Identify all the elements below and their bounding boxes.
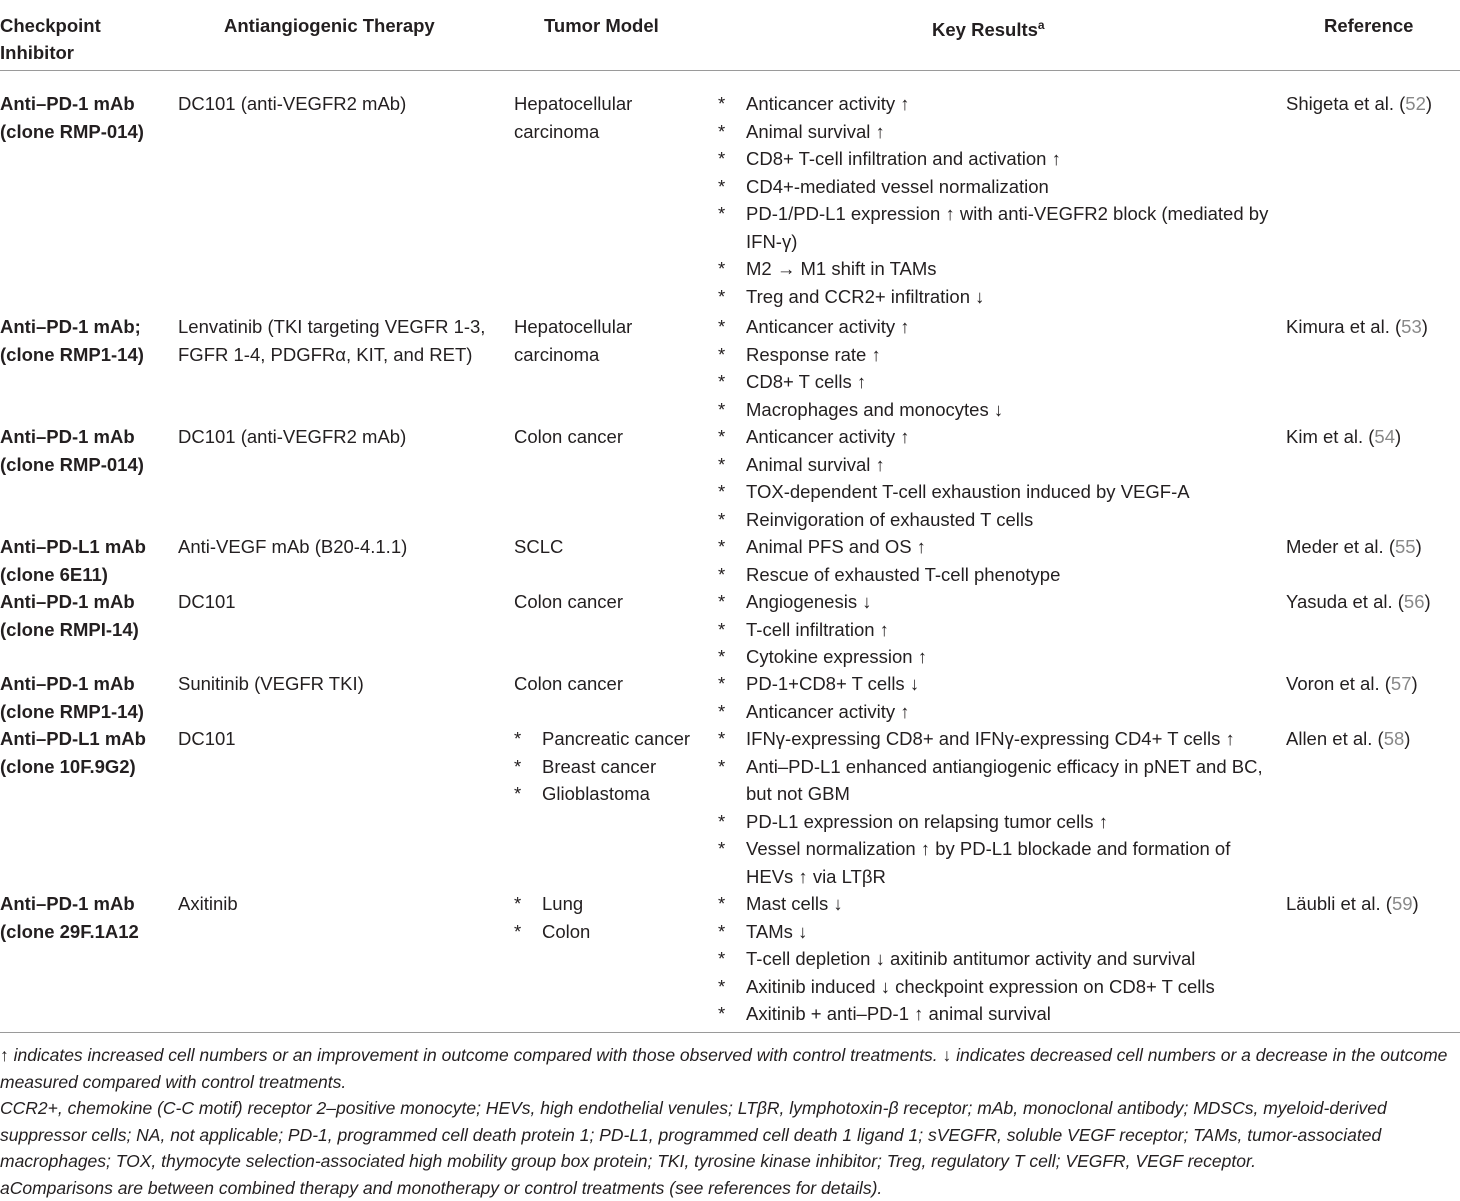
inhibitor-line: Anti–PD-1 mAb [0, 588, 170, 616]
tumor-model-item: Colon cancer [514, 670, 714, 698]
tumor-model-item: Hepatocellular [514, 313, 714, 341]
reference-cell [1286, 313, 1460, 341]
header-reference: Reference [1324, 12, 1413, 39]
key-result-item: * CD8+ T cells ↑ [718, 368, 1278, 396]
key-result-item: * PD-1+CD8+ T cells ↓ [718, 670, 1278, 698]
reference-author: Shigeta et al. ( [1286, 93, 1405, 114]
table-row [0, 588, 1460, 670]
key-result-item: * M2 → M1 shift in TAMs [718, 255, 1278, 283]
reference-close: ) [1416, 536, 1422, 557]
tumor-model-cell [514, 890, 714, 945]
key-results-cell [718, 725, 1278, 890]
key-result-item: * PD-L1 expression on relapsing tumor cells ↑ [718, 808, 1278, 836]
therapy-line: Lenvatinib (TKI targeting VEGFR 1-3, [178, 313, 508, 341]
reference-link[interactable]: 59 [1392, 893, 1413, 914]
key-results-cell [718, 670, 1278, 725]
tumor-model-cell [514, 313, 714, 368]
inhibitor-line: (clone RMP1-14) [0, 341, 170, 369]
table-row [0, 890, 1460, 1030]
reference-close: ) [1395, 426, 1401, 447]
reference-author: Läubli et al. ( [1286, 893, 1392, 914]
reference-close: ) [1425, 591, 1431, 612]
table-row [0, 90, 1460, 313]
key-result-item: * Anticancer activity ↑ [718, 423, 1278, 451]
footnote-a: aComparisons are between combined therapy and monotherapy or control treatments (see references for details). [0, 1175, 1460, 1201]
inhibitor-line: (clone RMP1-14) [0, 698, 170, 726]
header-tumor-model: Tumor Model [544, 12, 659, 39]
therapy-line: DC101 [178, 725, 508, 753]
tumor-model-item: * Glioblastoma [514, 780, 714, 808]
reference-close: ) [1426, 93, 1432, 114]
key-results-cell [718, 533, 1278, 588]
therapy-line: Axitinib [178, 890, 508, 918]
table-row [0, 313, 1460, 423]
reference-cell [1286, 890, 1460, 918]
reference-author: Voron et al. ( [1286, 673, 1391, 694]
table-header [0, 0, 1460, 71]
reference-cell [1286, 533, 1460, 561]
inhibitor-line: Anti–PD-1 mAb [0, 890, 170, 918]
inhibitor-line: Anti–PD-1 mAb [0, 423, 170, 451]
reference-close: ) [1404, 728, 1410, 749]
key-result-item: * Animal survival ↑ [718, 118, 1278, 146]
tumor-model-item: * Breast cancer [514, 753, 714, 781]
tumor-model-item: * Lung [514, 890, 714, 918]
footnote-abbreviations: CCR2+, chemokine (C-C motif) receptor 2–positive monocyte; HEVs, high endothelial venules; LTβR, lymphotoxin-β receptor; mAb, monoclonal antibody; MDSCs, myeloid-derived suppressor cells; NA, not applicable; PD-1, programmed cell death protein 1; PD-L1, programmed cell death 1 ligand 1; sVEGFR, soluble VEGF receptor; TAMs, tumor-associated macrophages; TOX, thymocyte selection-associated high mobility group box protein; TKI, tyrosine kinase inhibitor; Treg, regulatory T cell; VEGFR, VEGF receptor. [0, 1095, 1460, 1175]
key-result-item: * Animal PFS and OS ↑ [718, 533, 1278, 561]
key-result-item: * TOX-dependent T-cell exhaustion induced by VEGF-A [718, 478, 1278, 506]
reference-author: Kimura et al. ( [1286, 316, 1401, 337]
reference-link[interactable]: 52 [1405, 93, 1426, 114]
checkpoint-inhibitor-cell [0, 670, 170, 725]
therapy-line: Sunitinib (VEGFR TKI) [178, 670, 508, 698]
tumor-model-item: carcinoma [514, 118, 714, 146]
key-result-item: * Axitinib + anti–PD-1 ↑ animal survival [718, 1000, 1278, 1028]
tumor-model-item: Colon cancer [514, 588, 714, 616]
checkpoint-inhibitor-cell [0, 890, 170, 945]
key-result-item: * Anticancer activity ↑ [718, 313, 1278, 341]
tumor-model-item: * Pancreatic cancer [514, 725, 714, 753]
header-antiangiogenic-therapy: Antiangiogenic Therapy [224, 12, 435, 39]
antiangiogenic-therapy-cell [178, 90, 508, 118]
tumor-model-item: Hepatocellular [514, 90, 714, 118]
key-result-item: * TAMs ↓ [718, 918, 1278, 946]
therapy-line: DC101 [178, 588, 508, 616]
reference-author: Allen et al. ( [1286, 728, 1384, 749]
inhibitor-line: (clone 10F.9G2) [0, 753, 170, 781]
tumor-model-cell [514, 533, 714, 561]
inhibitor-line: Anti–PD-1 mAb; [0, 313, 170, 341]
reference-link[interactable]: 54 [1374, 426, 1395, 447]
inhibitor-line: (clone RMP-014) [0, 451, 170, 479]
inhibitor-line: Anti–PD-1 mAb [0, 90, 170, 118]
tumor-model-cell [514, 725, 714, 808]
inhibitor-line: (clone RMP-014) [0, 118, 170, 146]
reference-close: ) [1411, 673, 1417, 694]
checkpoint-inhibitor-cell [0, 588, 170, 643]
antiangiogenic-therapy-cell [178, 533, 508, 561]
inhibitor-line: Anti–PD-1 mAb [0, 670, 170, 698]
key-result-item: * Axitinib induced ↓ checkpoint expression on CD8+ T cells [718, 973, 1278, 1001]
antiangiogenic-therapy-cell [178, 725, 508, 753]
reference-link[interactable]: 53 [1401, 316, 1422, 337]
reference-cell [1286, 423, 1460, 451]
reference-link[interactable]: 57 [1391, 673, 1412, 694]
reference-close: ) [1422, 316, 1428, 337]
key-result-item: * IFNγ-expressing CD8+ and IFNγ-expressing CD4+ T cells ↑ [718, 725, 1278, 753]
key-result-item: * Response rate ↑ [718, 341, 1278, 369]
key-result-item: * Anticancer activity ↑ [718, 698, 1278, 726]
inhibitor-line: Anti–PD-L1 mAb [0, 725, 170, 753]
inhibitor-line: (clone 6E11) [0, 561, 170, 589]
key-result-item: * T-cell depletion ↓ axitinib antitumor activity and survival [718, 945, 1278, 973]
key-result-item: * Animal survival ↑ [718, 451, 1278, 479]
reference-cell [1286, 725, 1460, 753]
inhibitor-line: (clone 29F.1A12 [0, 918, 170, 946]
checkpoint-inhibitor-cell [0, 313, 170, 368]
key-result-item: * Anti–PD-L1 enhanced antiangiogenic efficacy in pNET and BC, but not GBM [718, 753, 1278, 808]
therapy-line: DC101 (anti-VEGFR2 mAb) [178, 423, 508, 451]
table-row [0, 725, 1460, 890]
footnote-arrows: ↑ indicates increased cell numbers or an improvement in outcome compared with those observed with control treatments. ↓ indicates decreased cell numbers or a decrease in the outcome measured compared with control treatments. [0, 1042, 1460, 1095]
key-result-item: * Treg and CCR2+ infiltration ↓ [718, 283, 1278, 311]
checkpoint-inhibitor-cell [0, 533, 170, 588]
key-result-item: * Mast cells ↓ [718, 890, 1278, 918]
tumor-model-cell [514, 670, 714, 698]
table-row [0, 670, 1460, 725]
key-result-item: * T-cell infiltration ↑ [718, 616, 1278, 644]
checkpoint-inhibitor-cell [0, 423, 170, 478]
tumor-model-item: Colon cancer [514, 423, 714, 451]
key-result-item: * Rescue of exhausted T-cell phenotype [718, 561, 1278, 589]
key-result-item: * Macrophages and monocytes ↓ [718, 396, 1278, 424]
key-results-cell [718, 313, 1278, 423]
inhibitor-line: (clone RMPI-14) [0, 616, 170, 644]
reference-cell [1286, 90, 1460, 118]
tumor-model-cell [514, 588, 714, 616]
results-table [0, 0, 1460, 71]
key-results-cell [718, 90, 1278, 310]
reference-author: Yasuda et al. ( [1286, 591, 1404, 612]
reference-link[interactable]: 56 [1404, 591, 1425, 612]
reference-cell [1286, 670, 1460, 698]
tumor-model-item: SCLC [514, 533, 714, 561]
antiangiogenic-therapy-cell [178, 423, 508, 451]
key-result-item: * Reinvigoration of exhausted T cells [718, 506, 1278, 534]
antiangiogenic-therapy-cell [178, 588, 508, 616]
checkpoint-inhibitor-cell [0, 725, 170, 780]
antiangiogenic-therapy-cell [178, 670, 508, 698]
tumor-model-item: * Colon [514, 918, 714, 946]
table-row [0, 423, 1460, 533]
key-results-cell [718, 588, 1278, 671]
key-result-item: * PD-1/PD-L1 expression ↑ with anti-VEGFR2 block (mediated by IFN-γ) [718, 200, 1278, 255]
key-result-item: * CD8+ T-cell infiltration and activation ↑ [718, 145, 1278, 173]
reference-author: Kim et al. ( [1286, 426, 1374, 447]
reference-close: ) [1413, 893, 1419, 914]
therapy-line: FGFR 1-4, PDGFRα, KIT, and RET) [178, 341, 508, 369]
header-key-results: Key Results$^a$ [932, 12, 1045, 43]
key-result-item: * Vessel normalization ↑ by PD-L1 blockade and formation of HEVs ↑ via LTβR [718, 835, 1278, 890]
therapy-line: DC101 (anti-VEGFR2 mAb) [178, 90, 508, 118]
checkpoint-inhibitor-cell [0, 90, 170, 145]
antiangiogenic-therapy-cell [178, 313, 508, 368]
antiangiogenic-therapy-cell [178, 890, 508, 918]
key-result-item: * Anticancer activity ↑ [718, 90, 1278, 118]
key-results-cell [718, 423, 1278, 533]
reference-link[interactable]: 58 [1384, 728, 1405, 749]
key-results-cell [718, 890, 1278, 1028]
table-row [0, 533, 1460, 588]
key-result-item: * CD4+-mediated vessel normalization [718, 173, 1278, 201]
reference-link[interactable]: 55 [1395, 536, 1416, 557]
table-footnotes [0, 1032, 1460, 1201]
tumor-model-item: carcinoma [514, 341, 714, 369]
inhibitor-line: Anti–PD-L1 mAb [0, 533, 170, 561]
reference-author: Meder et al. ( [1286, 536, 1395, 557]
key-result-item: * Angiogenesis ↓ [718, 588, 1278, 616]
tumor-model-cell [514, 90, 714, 145]
key-result-item: * Cytokine expression ↑ [718, 643, 1278, 671]
tumor-model-cell [514, 423, 714, 451]
reference-cell [1286, 588, 1460, 616]
therapy-line: Anti-VEGF mAb (B20-4.1.1) [178, 533, 508, 561]
header-checkpoint-inhibitor: Checkpoint Inhibitor [0, 12, 101, 66]
